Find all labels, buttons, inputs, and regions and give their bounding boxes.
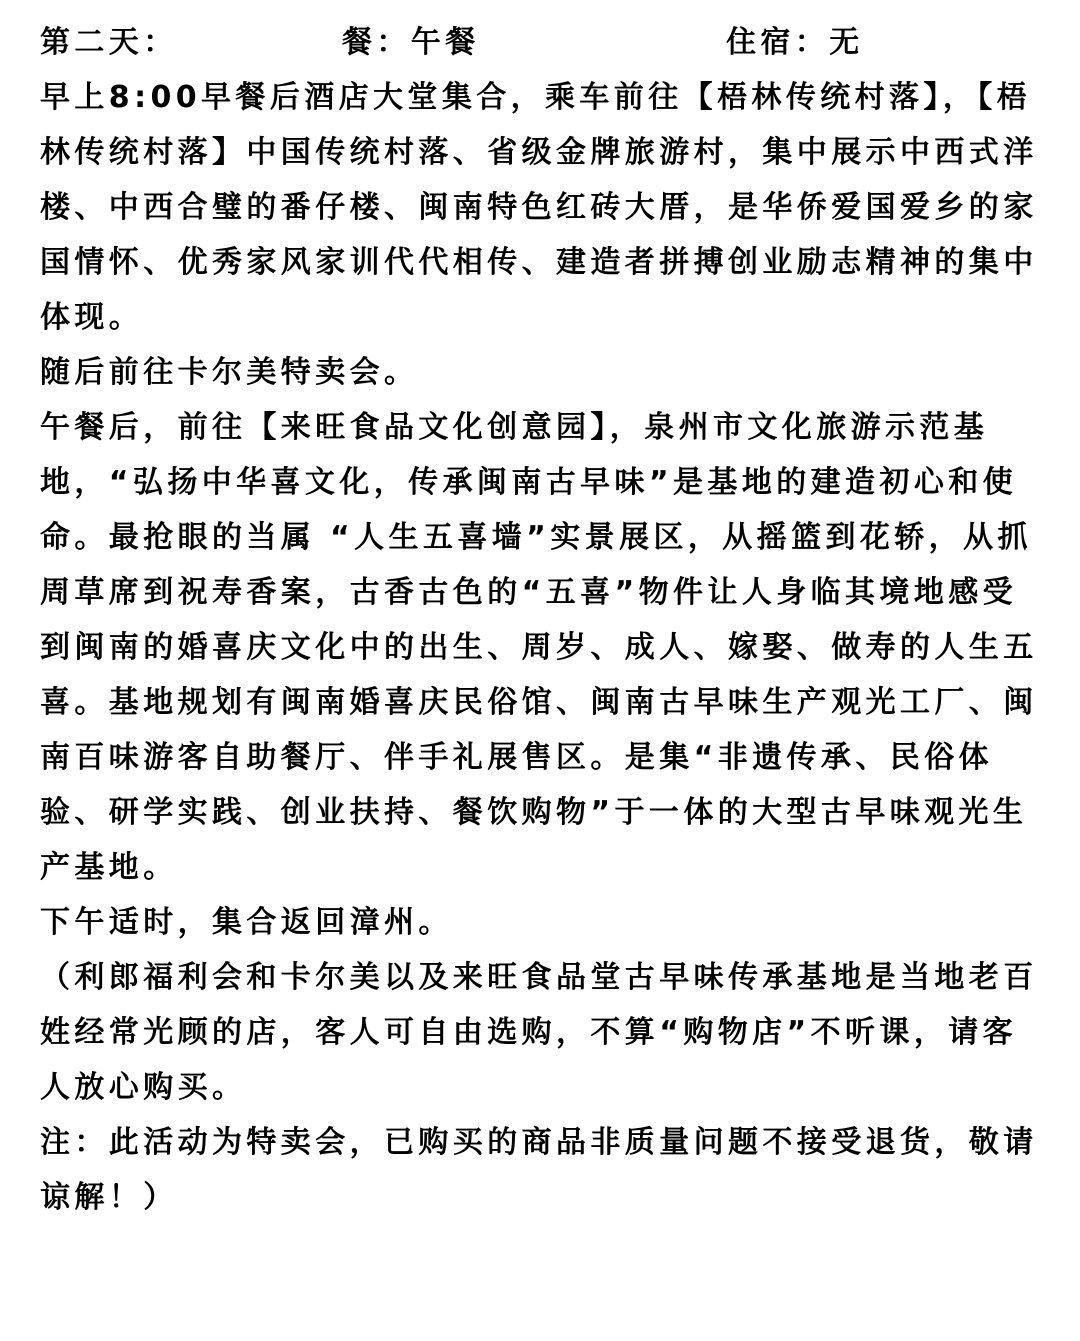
paragraph-kelme-sale: 随后前往卡尔美特卖会。 <box>40 355 419 390</box>
paragraph-laiwang-food-park: 午餐后，前往【来旺食品文化创意园】，泉州市文化旅游示范基地，“弘扬中华喜文化，传承闽南古早味”是基地的建造初心和使命。最抢眼的当属 “人生五喜墙”实景展区，从摇篮到花轿，从抓周草席到祝寿香案，古香古色的“五喜”物件让人身临其境地感受到闽南的婚喜庆文化中的出生、周岁、成人、嫁娶、做寿的人生五喜。基地规划有闽南婚喜庆民俗馆、闽南古早味生产观光工厂、闽南百味游客自助餐厅、伴手礼展售区。是集“非遗传承、民俗体验、研学实践、创业扶持、餐饮购物”于一体的大型古早味观光生产基地。 <box>40 410 1038 885</box>
paragraph-morning-wulin-village: 早上8:00早餐后酒店大堂集合，乘车前往【梧林传统村落】，【梧林传统村落】中国传统村落、省级金牌旅游村，集中展示中西式洋楼、中西合璧的番仔楼、闽南特色红砖大厝，是华侨爱国爱乡的家国情怀、优秀家风家训代代相传、建造者拼搏创业励志精神的集中体现。 <box>40 80 1038 335</box>
itinerary-document <box>40 15 1050 1225</box>
paragraph-return-policy-note: 注：此活动为特卖会，已购买的商品非质量问题不接受退货，敬请谅解！） <box>40 1125 1038 1215</box>
paragraph-shopping-note: （利郎福利会和卡尔美以及来旺食品堂古早味传承基地是当地老百姓经常光顾的店，客人可自由选购，不算“购物店”不听课，请客人放心购买。 <box>40 960 1038 1105</box>
meal-label: 餐：午餐 <box>342 25 480 60</box>
day-label: 第二天： <box>40 25 178 60</box>
paragraph-return-zhangzhou: 下午适时，集合返回漳州。 <box>40 905 453 940</box>
accommodation-label: 住宿：无 <box>726 25 864 60</box>
day-header <box>40 15 1050 70</box>
